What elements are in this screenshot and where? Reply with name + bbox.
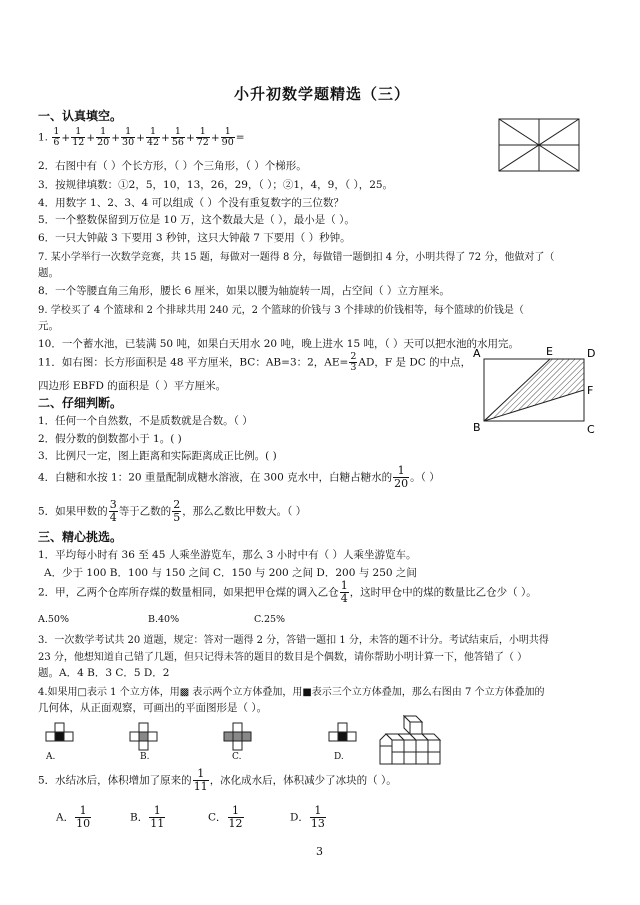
question-1-3: 3．按规律填数：①2，5，10，13，26，29，（ ）；②1，4，9，（ ），25。 [38, 179, 394, 191]
question-1-9-end: 元。 [38, 320, 59, 332]
q1-frac-den: 6 [53, 137, 60, 148]
c5-frac-den: 11 [193, 780, 208, 793]
c5-opt-d-den: 13 [310, 817, 325, 830]
choice-3-line2: 23 分，他想知道自己错了几题，但只记得未答的题目的数目是个偶数，请你帮助小明计算一下，他答错了（ ） [38, 652, 528, 663]
plus-sign: + [136, 131, 145, 144]
option-b-figure [130, 723, 157, 750]
j5-fraction-1 [109, 499, 118, 524]
q1-frac-num: 1 [71, 127, 85, 138]
q1-frac-num: 1 [171, 127, 185, 138]
c2-frac-num: 1 [340, 579, 348, 592]
j4-fraction [393, 465, 409, 490]
choice-2 [38, 580, 537, 605]
section-2-heading: 二、仔细判断。 [38, 396, 123, 410]
q1-fraction [196, 127, 210, 148]
c5-opt-b-den: 11 [150, 817, 165, 830]
page-number: 3 [316, 845, 323, 858]
c2-fraction [340, 580, 349, 605]
j5-text-2: 等于乙数的 [118, 505, 172, 518]
q1-frac-num: 1 [146, 127, 160, 138]
c5-opt-c-frac [228, 805, 244, 830]
c5-opt-b-label: B． [130, 811, 149, 824]
choice-2-option-c: C.25% [254, 614, 286, 625]
q1-frac-num: 1 [53, 126, 60, 137]
j4-text-1: 4．白糖和水按 1：20 重量配制成糖水溶液，在 300 克水中，白糖占糖水的 [38, 471, 393, 484]
c5-opt-d-num: 1 [310, 805, 326, 818]
choice-3-line3: 题。A．4 B．3 C．5 D．2 [38, 667, 170, 679]
c2-frac-den: 4 [340, 592, 348, 605]
choice-5 [38, 768, 397, 793]
c5-opt-c-den: 12 [228, 817, 243, 830]
c5-opt-a-label: A． [56, 811, 75, 824]
q1-fraction [121, 127, 135, 148]
plus-sign: + [185, 131, 195, 144]
question-1-1 [38, 127, 245, 148]
judge-1: 1．任何一个自然数，不是质数就是合数。（ ） [38, 415, 253, 427]
j4-frac-den: 20 [394, 477, 409, 490]
c5-text-2: ，冰化成水后，体积减少了冰块的（ ）。 [209, 774, 397, 787]
plus-sign: + [61, 131, 71, 144]
judge-3: 3．比例尺一定，图上距离和实际距离成正比例。( ) [38, 450, 277, 462]
j4-text-2: 。（ ） [410, 471, 440, 484]
question-1-11-line2: 四边形 EBFD 的面积是（ ）平方厘米。 [38, 380, 227, 392]
q1-frac-den: 12 [72, 137, 85, 148]
q1-fraction [96, 127, 110, 148]
c5-opt-a-frac [75, 805, 91, 830]
label-a: A [473, 347, 481, 360]
question-1-6: 6．一只大钟敲 3 下要用 3 秒钟，这只大钟敲 7 下要用（ ）秒钟。 [38, 232, 351, 244]
option-d-figure [329, 723, 356, 741]
rectangle-division-figure [498, 118, 580, 172]
c5-opt-d-label: D． [290, 811, 309, 824]
judge-5 [38, 499, 306, 524]
q1-fraction [71, 127, 85, 148]
q1-frac-num: 1 [196, 127, 210, 138]
rectangle-abcd-figure [470, 345, 600, 435]
c5-opt-b-num: 1 [149, 805, 165, 818]
option-d-label: D. [334, 752, 344, 762]
j4-frac-num: 1 [393, 465, 409, 478]
q1-fraction-sum [51, 126, 235, 148]
j5-frac2-num: 2 [173, 498, 181, 511]
label-b: B [473, 421, 481, 434]
plus-sign: + [210, 131, 220, 144]
question-1-7: 7. 某小学举行一次数学竞赛，共 15 题，每做对一题得 8 分，每做错一题倒扣 4 分，小明共得了 72 分，他做对了（ [38, 252, 555, 263]
plus-sign: + [111, 131, 121, 144]
label-d: D [587, 347, 596, 360]
q1-fraction [146, 127, 160, 148]
choice-1-options: A．少于 100 B．100 与 150 之间 C．150 与 200 之间 D．200 与 250 之间 [44, 567, 417, 579]
choice-5-option-a [56, 805, 92, 830]
q11-text-2: AD，F 是 DC 的中点， [358, 356, 472, 369]
q11-text-1: 11．如右图：长方形面积是 48 平方厘米，BC：AB=3：2，AE= [38, 356, 349, 369]
q1-prefix: 1. [38, 131, 49, 144]
c5-opt-d-frac [310, 805, 326, 830]
j5-frac2-den: 5 [173, 511, 181, 524]
j5-frac1-num: 3 [109, 498, 117, 511]
c5-opt-c-label: C． [208, 811, 227, 824]
j5-text-1: 5．如果甲数的 [38, 505, 108, 518]
question-1-7-end: 题。 [38, 267, 59, 279]
q1-frac-den: 72 [196, 137, 209, 148]
section-1-heading: 一、认真填空。 [38, 109, 123, 123]
j5-text-3: ，那么乙数比甲数大。（ ） [182, 505, 307, 518]
option-c-label: C. [232, 752, 242, 762]
choice-3-line1: 3．一次数学考试共 20 道题，规定：答对一题得 2 分，答错一题扣 1 分，未答的题不计分。考试结束后，小明共得 [38, 635, 549, 646]
c5-opt-b-frac [149, 805, 165, 830]
q1-fraction [171, 127, 185, 148]
q1-frac-den: 42 [146, 137, 160, 148]
judge-4 [38, 465, 440, 490]
q11-fraction [349, 352, 357, 373]
question-1-11 [38, 352, 471, 373]
option-a-figure [46, 723, 73, 741]
q1-frac-den: 90 [221, 137, 234, 148]
c2-text-1: 2．甲，乙两个仓库所存煤的数量相同，如果把甲仓煤的调入乙仓 [38, 586, 339, 599]
q1-frac-num: 1 [96, 127, 110, 138]
section-3-heading: 三、精心挑选。 [38, 530, 123, 544]
plus-sign: + [161, 131, 170, 144]
question-1-10: 10．一个蓄水池，已装满 50 吨，如果白天用水 20 吨，晚上进水 15 吨，（ ）天可以把水池的水用完。 [38, 338, 520, 350]
stacked-cubes-figure [376, 714, 446, 766]
c5-fraction [193, 768, 209, 793]
option-a-label: A. [46, 752, 56, 762]
c5-text-1: 5．水结冰后，体积增加了原来的 [38, 774, 192, 787]
q1-frac-num: 1 [121, 127, 135, 138]
j5-frac1-den: 4 [109, 511, 117, 524]
q1-fraction [52, 127, 60, 148]
choice-4-option-figures [38, 722, 378, 764]
c5-opt-a-den: 10 [76, 817, 91, 830]
q1-frac-den: 56 [171, 137, 184, 148]
c5-opt-c-num: 1 [228, 805, 244, 818]
question-1-9: 9. 学校买了 4 个篮球和 2 个排球共用 240 元，2 个篮球的价钱与 3 个排球的价钱相等，每个篮球的价钱是（ [38, 305, 524, 316]
question-1-4: 4．用数字 1、2、3、4 可以组成（ ）个没有重复数字的三位数？ [38, 197, 344, 209]
option-b-label: B. [140, 752, 150, 762]
q1-frac-num: 1 [221, 127, 235, 138]
q11-frac-den: 3 [350, 362, 357, 373]
choice-5-option-b [130, 805, 166, 830]
plus-sign: + [86, 131, 96, 144]
c2-text-2: ，这时甲仓中的煤的数量比乙仓少（ ）。 [349, 586, 537, 599]
question-1-2: 2．右图中有（ ）个长方形，（ ）个三角形，（ ）个梯形。 [38, 160, 307, 172]
choice-4-line2: 几何体，从正面观察，可画出的平面图形是（ ）。 [38, 702, 268, 714]
label-e: E [546, 345, 553, 358]
c5-frac-num: 1 [193, 768, 209, 781]
choice-2-option-a: A.50% [38, 614, 69, 625]
judge-2: 2．假分数的倒数都小于 1。( ) [38, 433, 182, 445]
j5-fraction-2 [172, 499, 181, 524]
q1-equals: = [235, 131, 245, 144]
q1-fraction [221, 127, 235, 148]
label-f: F [587, 384, 594, 397]
q11-frac-num: 2 [350, 351, 357, 362]
label-c: C [587, 423, 595, 435]
question-1-8: 8．一个等腰直角三角形，腰长 6 厘米，如果以腰为轴旋转一周，占空间（ ）立方厘米。 [38, 285, 450, 297]
choice-1: 1．平均每小时有 36 至 45 人乘坐游览车，那么 3 小时中有（ ）人乘坐游览车。 [38, 549, 417, 561]
q1-frac-den: 20 [97, 137, 110, 148]
question-1-5: 5．一个整数保留到万位是 10 万，这个数最大是（ ），最小是（ ）。 [38, 214, 355, 226]
choice-5-option-d [290, 805, 327, 830]
choice-5-option-c [208, 805, 245, 830]
option-c-figure [224, 723, 251, 750]
c5-opt-a-num: 1 [75, 805, 91, 818]
choice-4-line1: 4.如果用□表示 1 个立方体，用▩ 表示两个立方体叠加，用■表示三个立方体叠加，那么右图由 7 个立方体叠加的 [38, 687, 545, 698]
q1-frac-den: 30 [122, 137, 135, 148]
choice-2-option-b: B.40% [148, 614, 180, 625]
page-title: 小升初数学题精选（三） [234, 85, 411, 103]
